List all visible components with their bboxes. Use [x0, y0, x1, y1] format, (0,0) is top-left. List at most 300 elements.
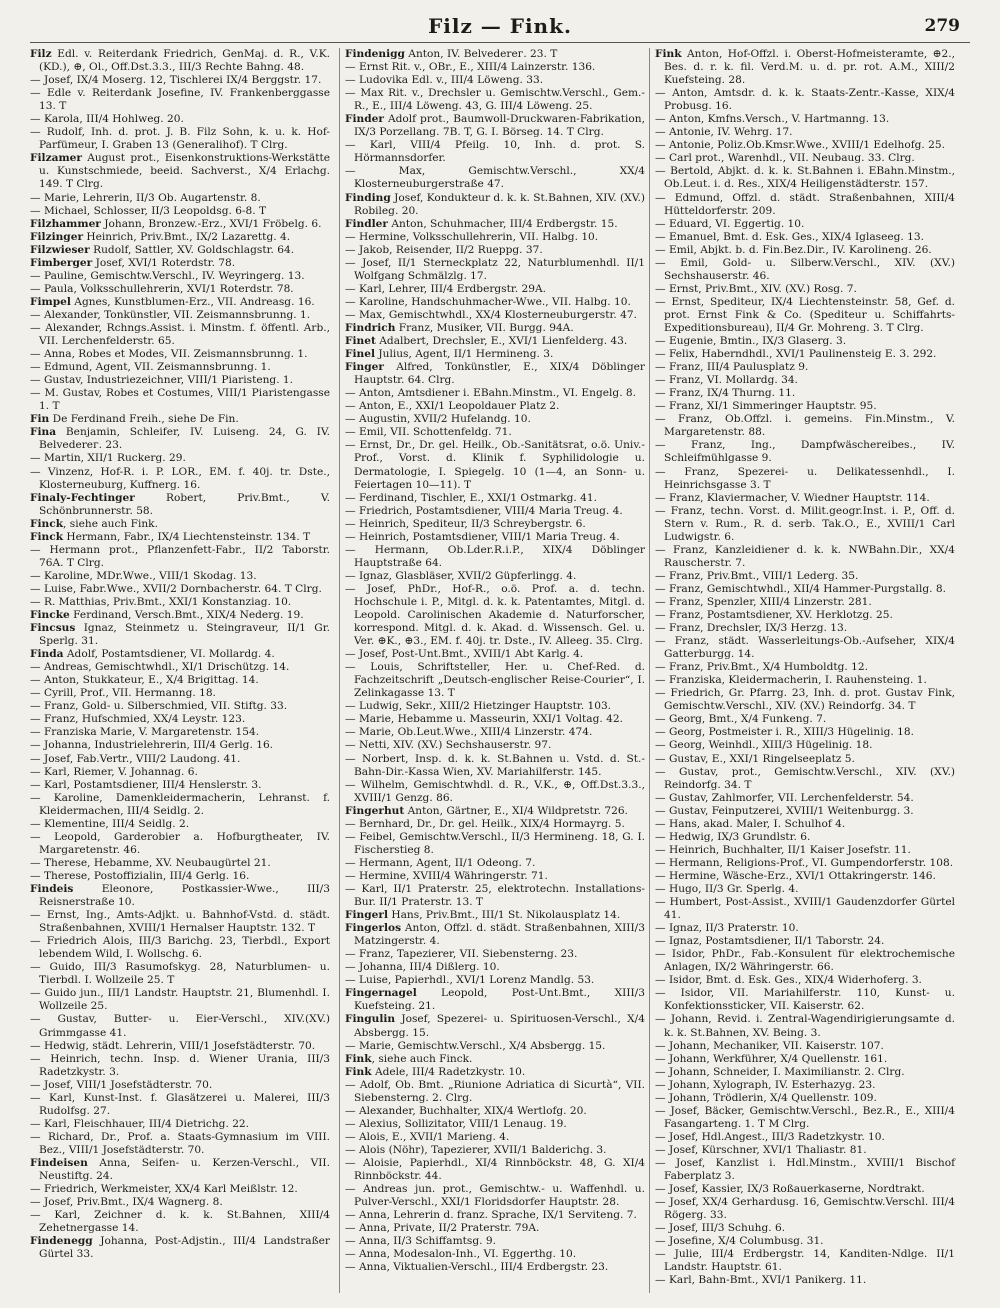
entry-surname: Findler [345, 217, 389, 230]
entry-text: Rudolf, Sattler, XV. Goldschlagstr. 64. [89, 243, 295, 256]
entry-text: — Alexander, Rchngs.Assist. i. Minstm. f. öffentl. Arb., VII. Lerchenfelderstr. 65. [30, 321, 330, 348]
directory-entry [655, 1066, 955, 1079]
entry-surname: Fina [30, 426, 57, 439]
directory-entry [30, 257, 330, 270]
entry-surname: Fink [345, 1065, 372, 1078]
entry-text: — Edmund, Offzl. d. städt. Straßenbahnen, XIII/4 Hütteldorferstr. 209. [655, 191, 955, 217]
entry-text: — Hedwig, städt. Lehrerin, VIII/1 Josefstädterstr. 70. [30, 1039, 316, 1052]
entry-text: — Johann, Schneider, I. Maximilianstr. 2. Clrg. [655, 1065, 905, 1078]
entry-text: Anton, Gärtner, E., XI/4 Wildpretstr. 726. [404, 804, 628, 817]
directory-entry [655, 844, 955, 857]
entry-text: — Anna, Private, II/2 Praterstr. 79A. [345, 1222, 540, 1235]
directory-entry [30, 48, 330, 74]
entry-surname: Filzwieser [30, 243, 90, 256]
entry-text: — Therese, Postoffizialin, III/4 Gerlg. 16. [30, 869, 250, 882]
entry-text: — Karl, Bahn-Bmt., XVI/1 Panikerg. 11. [655, 1274, 867, 1287]
directory-entry [655, 296, 955, 335]
entry-text: — Anton, Stukkateur, E., X/4 Brigittag. 14. [30, 674, 259, 687]
entry-text: — Josef, Kürschner, XVI/1 Thaliastr. 81. [655, 1143, 867, 1156]
directory-entry [655, 544, 955, 570]
entry-text: — Isidor, PhDr., Fab.-Konsulent für elektrochemische Anlagen, IX/2 Währingerstr. 66. [655, 948, 955, 974]
directory-entry [655, 987, 955, 1013]
directory-entry [655, 413, 955, 439]
entry-text: — Karola, III/4 Hohlweg. 20. [30, 113, 184, 126]
entry-surname: Fimberger [30, 256, 93, 269]
entry-text: Heinrich, Priv.Bmt., IX/2 Lazarettg. 4. [83, 230, 291, 243]
entry-text: — Franz, III/4 Paulusplatz 9. [655, 361, 809, 374]
entry-text: Anton, Hof-Offzl. i. Oberst-Hofmeisteramte, ⊕2., Bes. d. r. k. fil. Verd.M. u. d. pr. rot. A.M., XIII/2 Kuefsteing. 28. [664, 48, 955, 87]
directory-entry [345, 439, 645, 491]
directory-entry [655, 48, 955, 87]
directory-entry [345, 779, 645, 805]
directory-entry [655, 713, 955, 726]
entry-text: — Pauline, Gemischtw.Verschl., IV. Weyringerg. 13. [30, 269, 305, 282]
directory-entry [30, 518, 330, 531]
directory-entry [345, 1105, 645, 1118]
entry-text: — Josef, Kassier, IX/3 Roßauerkaserne, Nordtrakt. [655, 1183, 925, 1196]
entry-text: — Marie, Lehrerin, II/3 Ob. Augartenstr. 8. [30, 191, 261, 204]
entry-text: — Franz, Ing., Dampfwäschereibes., IV. Schleifmühlgasse 9. [655, 439, 955, 465]
entry-text: — Anton, E., XXI/1 Leopoldauer Platz 2. [345, 400, 560, 413]
directory-entry [345, 1248, 645, 1261]
directory-entry [345, 870, 645, 883]
directory-entry [655, 192, 955, 218]
entry-text: — Ernst, Ing., Amts-Adjkt. u. Bahnhof-Vstd. d. städt. Straßenbahnen, XVIII/1 Hernalser Hauptstr. 132. T [30, 909, 330, 935]
directory-entry [345, 570, 645, 583]
directory-entry [345, 961, 645, 974]
entry-text: — Gustav, Zahlmorfer, VII. Lerchenfelderstr. 54. [655, 791, 914, 804]
entry-text: — Karoline, Handschuhmacher-Wwe., VII. Halbg. 10. [345, 295, 631, 308]
entry-text: Anna, Seifen- u. Kerzen-Verschl., VII. Neustiftg. 24. [39, 1156, 330, 1183]
entry-text: — Guido jun., III/1 Landstr. Hauptstr. 21, Blumenhdl. I. Wollzeile 25. [30, 987, 330, 1013]
entry-text: Ferdinand, Versch.Bmt., XIX/4 Nederg. 19. [69, 609, 304, 622]
directory-entry [30, 87, 330, 113]
directory-entry [345, 583, 645, 648]
directory-entry [655, 1274, 955, 1287]
entry-text: — Luise, Papierhdl., XVI/1 Lorenz Mandlg. 53. [345, 974, 595, 987]
directory-entry [345, 544, 645, 570]
header-rule [30, 42, 970, 43]
directory-entry [345, 1222, 645, 1235]
directory-entry [655, 1053, 955, 1066]
directory-entry [655, 687, 955, 713]
column-3 [655, 48, 955, 1287]
directory-entry [345, 218, 645, 231]
entry-surname: Fincke [30, 609, 70, 622]
directory-entry [655, 674, 955, 687]
page-number: 279 [924, 16, 960, 36]
entry-text: — Josef, PhDr., Hof-R., o.ö. Prof. a. d. techn. Hochschule i. P., Mitgl. d. k. k. Patentamtes, Mitgl. d. Leopold. Carolinischen Akademie d. Naturforscher, korrespond. Mitgl. d. k. Akad. d. Wissensch. Gel. u. Ver. ⊕K., ⊕3., EM. f. 40j. tr. Dste., IV. Alleeg. 35. Clrg. [345, 582, 645, 648]
directory-entry [655, 244, 955, 257]
directory-entry [30, 909, 330, 935]
directory-entry [345, 87, 645, 113]
entry-surname: Filzinger [30, 230, 84, 243]
entry-text: — Josef, Fab.Vertr., VIII/2 Laudong. 41. [30, 752, 241, 765]
entry-text: — Felix, Haberndhdl., XVI/1 Paulinensteig E. 3. 292. [655, 348, 937, 361]
entry-text: — Franz, Hufschmied, XX/4 Leystr. 123. [30, 713, 246, 726]
entry-text: — R. Matthias, Priv.Bmt., XXI/1 Konstanziag. 10. [30, 595, 292, 608]
directory-entry [655, 974, 955, 987]
directory-entry [345, 309, 645, 322]
directory-entry [30, 374, 330, 387]
directory-entry [30, 192, 330, 205]
entry-text: Agnes, Kunstblumen-Erz., VII. Andreasg. 16. [70, 295, 315, 308]
entry-surname: Fin [30, 413, 50, 426]
entry-text: — M. Gustav, Robes et Costumes, VIII/1 Piaristengasse 1. T [30, 387, 330, 413]
entry-text: — Alexius, Sollizitator, VIII/1 Lenaug. 19. [345, 1117, 567, 1130]
entry-text: — Heinrich, Buchhalter, II/1 Kaiser Josefstr. 11. [655, 843, 911, 856]
entry-text: — Vinzenz, Hof-R. i. P. LOR., EM. f. 40j. tr. Dste., Klosterneuburg, Kuffnerg. 16. [30, 465, 330, 491]
entry-surname: Fink [655, 48, 682, 60]
directory-entry [30, 792, 330, 818]
directory-entry [655, 739, 955, 752]
directory-entry [30, 466, 330, 492]
entry-surname: Fingerhut [345, 804, 405, 817]
directory-entry [655, 922, 955, 935]
entry-text: — Josef, VIII/1 Josefstädterstr. 70. [30, 1078, 213, 1091]
directory-entry [345, 1183, 645, 1209]
entry-text: Alfred, Tonkünstler, E., XIX/4 Döblinger Hauptstr. 64. Clrg. [354, 361, 645, 387]
entry-surname: Filzhammer [30, 217, 101, 230]
directory-entry [655, 139, 955, 152]
entry-surname: Findenegg [30, 1235, 93, 1248]
entry-text: — Eugenie, Bmtin., IX/3 Glaserg. 3. [655, 335, 847, 348]
directory-entry [30, 1040, 330, 1053]
directory-entry [345, 818, 645, 831]
entry-text: Julius, Agent, II/1 Hermineng. 3. [375, 348, 554, 361]
directory-entry [655, 1013, 955, 1039]
directory-entry [30, 1183, 330, 1196]
entry-text: Robert, Priv.Bmt., V. Schönbrunnerstr. 58. [39, 491, 330, 517]
directory-entry [345, 1131, 645, 1144]
directory-entry [30, 1013, 330, 1039]
entry-text: — Hermann, Ob.Lder.R.i.P., XIX/4 Döblinger Hauptstraße 64. [345, 543, 645, 569]
entry-text: — Franz, städt. Wasserleitungs-Ob.-Aufseher, XIX/4 Gatterburgg. 14. [655, 635, 955, 661]
entry-text: Leopold, Post-Unt.Bmt., XIII/3 Kuefsteing. 21. [354, 987, 645, 1013]
entry-text: — Hermann, Agent, II/1 Odeong. 7. [345, 856, 536, 869]
entry-text: — Josef, XX/4 Gerhardusg. 16, Gemischtw.Verschl. III/4 Rögerg. 33. [655, 1196, 955, 1222]
entry-text: Adalbert, Drechsler, E., XVI/1 Lienfelderg. 43. [375, 335, 628, 348]
entry-text: — Josef, Post-Unt.Bmt., XVIII/1 Abt Karlg. 4. [345, 648, 584, 661]
directory-entry [30, 1157, 330, 1183]
entry-text: — Hermine, XVIII/4 Währingerstr. 71. [345, 869, 548, 882]
directory-entry [30, 987, 330, 1013]
entry-text: — Heinrich, Postamtsdiener, VIII/1 Maria Treug. 4. [345, 530, 620, 543]
directory-entry [30, 857, 330, 870]
directory-entry [30, 935, 330, 961]
entry-text: — Gustav, Industriezeichner, VIII/1 Piaristeng. 1. [30, 374, 294, 387]
directory-entry [345, 831, 645, 857]
directory-entry [345, 753, 645, 779]
directory-entry [30, 622, 330, 648]
directory-entry [30, 1235, 330, 1261]
entry-text: Franz, Musiker, VII. Burgg. 94A. [395, 321, 574, 334]
directory-entry [30, 570, 330, 583]
entry-text: Hans, Priv.Bmt., III/1 St. Nikolausplatz 14. [388, 909, 621, 922]
directory-entry [345, 1066, 645, 1079]
entry-text: — Karoline, Damenkleidermacherin, Lehranst. f. Kleidermachen, III/4 Seidlg. 2. [30, 791, 330, 817]
entry-text: , siehe auch Fink. [63, 517, 158, 530]
directory-entry [345, 713, 645, 726]
directory-entry [30, 818, 330, 831]
directory-entry [30, 231, 330, 244]
directory-entry [30, 1118, 330, 1131]
directory-entry [655, 1222, 955, 1235]
entry-surname: Filzamer [30, 152, 82, 165]
directory-entry [345, 48, 645, 61]
entry-text: — Franz, techn. Vorst. d. Milit.geogr.Inst. i. P., Off. d. Stern v. Rum., R. d. serb. Tak.O., E., XVIII/1 Carl Ludwigstr. 6. [655, 504, 955, 543]
column-1 [30, 48, 330, 1261]
entry-text: — Franz, Priv.Bmt., VIII/1 Lederg. 35. [655, 569, 859, 582]
entry-text: — Anton, Amtsdiener i. EBahn.Minstm., VI. Engelg. 8. [345, 387, 637, 400]
entry-text: Adele, III/4 Radetzkystr. 10. [371, 1065, 526, 1078]
directory-entry [345, 700, 645, 713]
entry-text: — Franz, Gemischtwhdl., XII/4 Hammer-Purgstallg. 8. [655, 582, 946, 595]
entry-surname: Finda [30, 648, 64, 661]
directory-entry [345, 505, 645, 518]
entry-text: — Gustav, Feinputzerei, XVIII/1 Weitenburgg. 3. [655, 804, 914, 817]
entry-text: — Hedwig, IX/3 Grundlstr. 6. [655, 830, 811, 843]
entry-text: — Jakob, Reisender, II/2 Rueppg. 37. [345, 243, 543, 256]
entry-text: — Franz, VI. Mollardg. 34. [655, 374, 798, 387]
directory-entry [345, 192, 645, 218]
entry-text: — Isidor, Bmt. d. Esk. Ges., XIX/4 Widerhoferg. 3. [655, 974, 922, 987]
entry-text: — Anna, II/3 Schiffamtsg. 9. [345, 1235, 496, 1248]
entry-text: — Gustav, Butter- u. Eier-Verschl., XIV.(XV.) Grimmgasse 41. [30, 1013, 330, 1039]
entry-text: — Alexander, Buchhalter, XIX/4 Wertlofg. 20. [345, 1104, 587, 1117]
entry-surname: Fimpel [30, 295, 71, 308]
entry-text: — Alexander, Tonkünstler, VII. Zeismannsbrunng. 1. [30, 308, 311, 321]
directory-entry [655, 935, 955, 948]
entry-text: August prot., Eisenkonstruktions-Werkstätte u. Kunstschmiede, beeid. Sachverst., X/4 Erlachg. 149. T Clrg. [39, 152, 330, 191]
entry-text: — Gustav, E., XXI/1 Ringelseeplatz 5. [655, 752, 855, 765]
directory-entry [655, 348, 955, 361]
running-title: Filz — Fink. [428, 14, 572, 38]
directory-entry [345, 361, 645, 387]
directory-entry [655, 87, 955, 113]
entry-text: — Rudolf, Inh. d. prot. J. B. Filz Sohn, k. u. k. Hof-Parfümeur, I. Graben 13 (Generalihof). T Clrg. [30, 126, 330, 152]
entry-text: — Heinrich, techn. Insp. d. Wiener Urania, III/3 Radetzkystr. 3. [30, 1052, 330, 1078]
entry-surname: Finding [345, 191, 391, 204]
directory-entry [345, 974, 645, 987]
entry-text: — Karl, Riemer, V. Johannag. 6. [30, 765, 198, 778]
directory-entry [30, 270, 330, 283]
entry-text: Johann, Bronzew.-Erz., XVI/1 Fröbelg. 6. [100, 217, 322, 230]
entry-text: — Josef, Kanzlist i. Hdl.Minstm., XVIII/1 Bischof Faberplatz 3. [655, 1156, 955, 1183]
directory-entry [345, 426, 645, 439]
directory-entry [30, 1079, 330, 1092]
directory-entry [655, 896, 955, 922]
directory-entry [30, 831, 330, 857]
directory-entry [345, 531, 645, 544]
entry-surname: Fingerlos [345, 922, 402, 935]
directory-entry [30, 1131, 330, 1157]
entry-text: — Franz, Spezerei- u. Delikatessenhdl., I. Heinrichsgasse 3. T [655, 465, 955, 491]
directory-entry [345, 61, 645, 74]
directory-entry [655, 831, 955, 844]
entry-text: — Franz, XI/1 Simmeringer Hauptstr. 95. [655, 400, 877, 413]
entry-text: Anton, Schuhmacher, III/4 Erdbergstr. 15. [388, 217, 618, 230]
entry-text: Josef, XVI/1 Roterdstr. 78. [92, 256, 236, 269]
entry-text: — Bertold, Abjkt. d. k. k. St.Bahnen i. EBahn.Minstm., Ob.Leut. i. d. Res., XIX/4 Heiligenstädterstr. 157. [655, 165, 955, 191]
directory-entry [30, 387, 330, 413]
entry-text: — Edmund, Agent, VII. Zeismannsbrunng. 1. [30, 361, 271, 374]
directory-entry [345, 1053, 645, 1066]
directory-entry [30, 609, 330, 622]
directory-entry [655, 1092, 955, 1105]
entry-text: Anton, Offzl. d. städt. Straßenbahnen, XIII/3 Matzingerstr. 4. [354, 922, 645, 948]
directory-entry [30, 426, 330, 452]
entry-surname: Finck [30, 530, 64, 543]
entry-text: — Ignaz, II/3 Praterstr. 10. [655, 922, 799, 935]
entry-text: Hermann, Fabr., IX/4 Liechtensteinstr. 134. T [63, 530, 311, 543]
entry-text: — Hermine, Wäsche-Erz., XVI/1 Ottakringerstr. 146. [655, 869, 936, 882]
entry-text: — Alois, E., XVII/1 Marieng. 4. [345, 1130, 510, 1143]
directory-entry [345, 139, 645, 165]
directory-entry [30, 766, 330, 779]
entry-text: — Ernst, Priv.Bmt., XIV. (XV.) Rosg. 7. [655, 282, 857, 295]
entry-text: — Hermann prot., Pflanzenfett-Fabr., II/2 Taborstr. 76A. T Clrg. [30, 543, 330, 569]
directory-entry [655, 948, 955, 974]
entry-surname: Findeisen [30, 1156, 88, 1169]
directory-entry [30, 1053, 330, 1079]
directory-entry [655, 753, 955, 766]
entry-text: — Antonie, Poliz.Ob.Kmsr.Wwe., XVIII/1 Edelhofg. 25. [655, 139, 945, 152]
entry-text: — Andreas jun. prot., Gemischtw.- u. Waffenhdl. u. Pulver-Verschl., XXI/1 Floridsdorfer Hauptstr. 28. [345, 1183, 645, 1209]
directory-entry [655, 231, 955, 244]
directory-entry [345, 948, 645, 961]
entry-text: — Karl, Fleischhauer, III/4 Dietrichg. 22. [30, 1117, 250, 1130]
entry-text: — Aloisie, Papierhdl., XI/4 Rinnböckstr. 48, G. XI/4 Rinnböckstr. 44. [345, 1156, 645, 1183]
entry-text: — Anna, Robes et Modes, VII. Zeismannsbrunng. 1. [30, 348, 308, 361]
entry-text: — Johanna, III/4 Dißlerg. 10. [345, 961, 500, 974]
entry-text: — Karl, Postamtsdiener, III/4 Henslerstr. 3. [30, 778, 262, 791]
directory-entry [30, 544, 330, 570]
column-divider [649, 48, 650, 1293]
directory-entry [655, 400, 955, 413]
directory-entry [30, 309, 330, 322]
directory-entry [655, 1157, 955, 1183]
directory-entry [30, 648, 330, 661]
directory-entry [345, 335, 645, 348]
entry-text: — Ferdinand, Tischler, E., XXI/1 Ostmarkg. 41. [345, 491, 598, 504]
directory-entry [655, 126, 955, 139]
directory-entry [30, 361, 330, 374]
entry-text: — Cyrill, Prof., VII. Hermanng. 18. [30, 687, 216, 700]
entry-text: Adolf, Postamtsdiener, VI. Mollardg. 4. [63, 648, 275, 661]
directory-entry [655, 596, 955, 609]
directory-entry [30, 152, 330, 191]
entry-text: Anton, IV. Belvederег. 23. T [404, 48, 558, 60]
entry-text: — Karl, VIII/4 Pfeilg. 10, Inh. d. prot. S. Hörmannsdorfer. [345, 139, 645, 165]
entry-text: — Eduard, VI. Eggertig. 10. [655, 217, 805, 230]
directory-entry [655, 766, 955, 792]
directory-entry [345, 661, 645, 700]
entry-text: — Franz, Gold- u. Silberschmied, VII. Stiftg. 33. [30, 700, 288, 713]
entry-text: — Georg, Bmt., X/4 Funkeng. 7. [655, 713, 827, 726]
entry-text: — Michael, Schlosser, II/3 Leopoldsg. 6-8. T [30, 204, 267, 217]
directory-entry [655, 635, 955, 661]
entry-text: — Antonie, IV. Wehrg. 17. [655, 126, 793, 139]
entry-text: Josef, Kondukteur d. k. k. St.Bahnen, XIV. (XV.) Robileg. 20. [354, 191, 645, 217]
entry-text: — Ernst, Spediteur, IX/4 Liechtensteinstr. 58, Gef. d. prot. Ernst Fink & Co. (Spediteur u. Schiffahrts-Expeditionsbureau), II/4 Gr. Mohreng. 3. T Clrg. [655, 295, 955, 334]
entry-text: — Johann, Trödlerin, X/4 Quellenstr. 109. [655, 1091, 877, 1104]
directory-entry [345, 726, 645, 739]
directory-entry [345, 909, 645, 922]
entry-text: — Josef, IX/4 Moserg. 12, Tischlerei IX/4 Berggstr. 17. [30, 74, 322, 87]
directory-entry [655, 609, 955, 622]
page-header [30, 14, 970, 44]
entry-text: — Josef, Bäcker, Gemischtw.Verschl., Bez.R., E., XIII/4 Fasangarteng. 1. T M Clrg. [655, 1104, 955, 1130]
directory-entry [345, 1079, 645, 1105]
directory-entry [30, 583, 330, 596]
entry-text: — Anna, Lehrerin d. franz. Sprache, IX/1 Serviteng. 7. [345, 1209, 637, 1222]
entry-text: — Karl, II/1 Praterstr. 25, elektrotechn. Installations-Bur. II/1 Praterstr. 13. T [345, 883, 645, 909]
entry-text: — Franz, Postamtsdiener, XV. Herklotzg. 25. [655, 609, 893, 622]
directory-entry [655, 1079, 955, 1092]
entry-text: — Ludovika Edl. v., III/4 Löweng. 33. [345, 74, 544, 87]
entry-text: — Ignaz, Glasbläser, XVII/2 Güpferlingg. 4. [345, 569, 577, 582]
entry-text: — Emil, Gold- u. Silberw.Verschl., XIV. (XV.) Sechshauserstr. 46. [655, 256, 955, 282]
entry-text: — Friedrich, Werkmeister, XX/4 Karl Meißlstr. 12. [30, 1183, 298, 1196]
entry-text: — Friedrich, Gr. Pfarrg. 23, Inh. d. prot. Gustav Fink, Gemischtw.Verschl., XIV. (XV.) Reindorfg. 34. T [655, 687, 955, 713]
directory-entry [345, 296, 645, 309]
directory-entry [655, 505, 955, 544]
column-divider [339, 48, 340, 1293]
entry-text: — Norbert, Insp. d. k. k. St.Bahnen u. Vstd. d. St.-Bahn-Dir.-Kassa Wien, XV. Mariahilferstr. 145. [345, 752, 645, 778]
directory-entry [655, 165, 955, 191]
directory-entry [30, 700, 330, 713]
directory-entry [30, 244, 330, 257]
entry-text: — Franz, Tapezierer, VII. Siebensterng. 23. [345, 948, 578, 961]
entry-surname: Fingulin [345, 1013, 396, 1026]
directory-entry [345, 74, 645, 87]
directory-entry [345, 1144, 645, 1157]
directory-entry [345, 1261, 645, 1274]
directory-entry [345, 1013, 645, 1039]
entry-text: , siehe auch Finck. [371, 1052, 473, 1065]
column-2 [345, 48, 645, 1274]
entry-text: — Johanna, Industrielehrerin, III/4 Gerlg. 16. [30, 739, 274, 752]
directory-entry [345, 283, 645, 296]
entry-surname: Findrich [345, 321, 396, 334]
entry-text: Benjamin, Schleifer, IV. Luiseng. 24, G. IV. Belvederег. 23. [39, 426, 330, 452]
entry-text: — Georg, Postmeister i. R., XIII/3 Hügelinig. 18. [655, 726, 914, 739]
entry-surname: Fingerl [345, 909, 389, 922]
directory-entry [30, 283, 330, 296]
directory-entry [345, 987, 645, 1013]
entry-text: — Emil, Abjkt. b. d. Fin.Bez.Dir., IV. Karolineng. 26. [655, 243, 932, 256]
directory-entry [30, 218, 330, 231]
directory-entry [655, 466, 955, 492]
directory-entry [655, 1235, 955, 1248]
entry-text: — Martin, XII/1 Ruckerg. 29. [30, 452, 186, 465]
directory-entry [30, 687, 330, 700]
entry-text: — Ernst, Dr., Dr. gel. Heilk., Ob.-Sanitätsrat, o.ö. Univ.-Prof., Vorst. d. Klinik f. Syphilidologie u. Dermatologie, I. Spiegelg. 10 (1—4, an Sonn- u. Feiertagen 10—11). T [345, 439, 645, 491]
directory-entry [345, 387, 645, 400]
directory-entry [655, 1248, 955, 1274]
entry-text: — Andreas, Gemischtwhdl., XI/1 Drischützg. 14. [30, 661, 290, 674]
entry-text: — Anton, Amtsdr. d. k. k. Staats-Zentr.-Kasse, XIX/4 Probusg. 16. [655, 87, 955, 113]
directory-entry [655, 335, 955, 348]
directory-entry [345, 413, 645, 426]
directory-entry [345, 648, 645, 661]
entry-text: De Ferdinand Freih., siehe De Fin. [49, 413, 239, 426]
entry-text: — Friedrich, Postamtsdiener, VIII/4 Maria Treug. 4. [345, 504, 623, 517]
directory-entry [655, 439, 955, 465]
entry-text: — Ignaz, Postamtsdiener, II/1 Taborstr. 24. [655, 935, 885, 948]
entry-surname: Filz [30, 48, 52, 60]
